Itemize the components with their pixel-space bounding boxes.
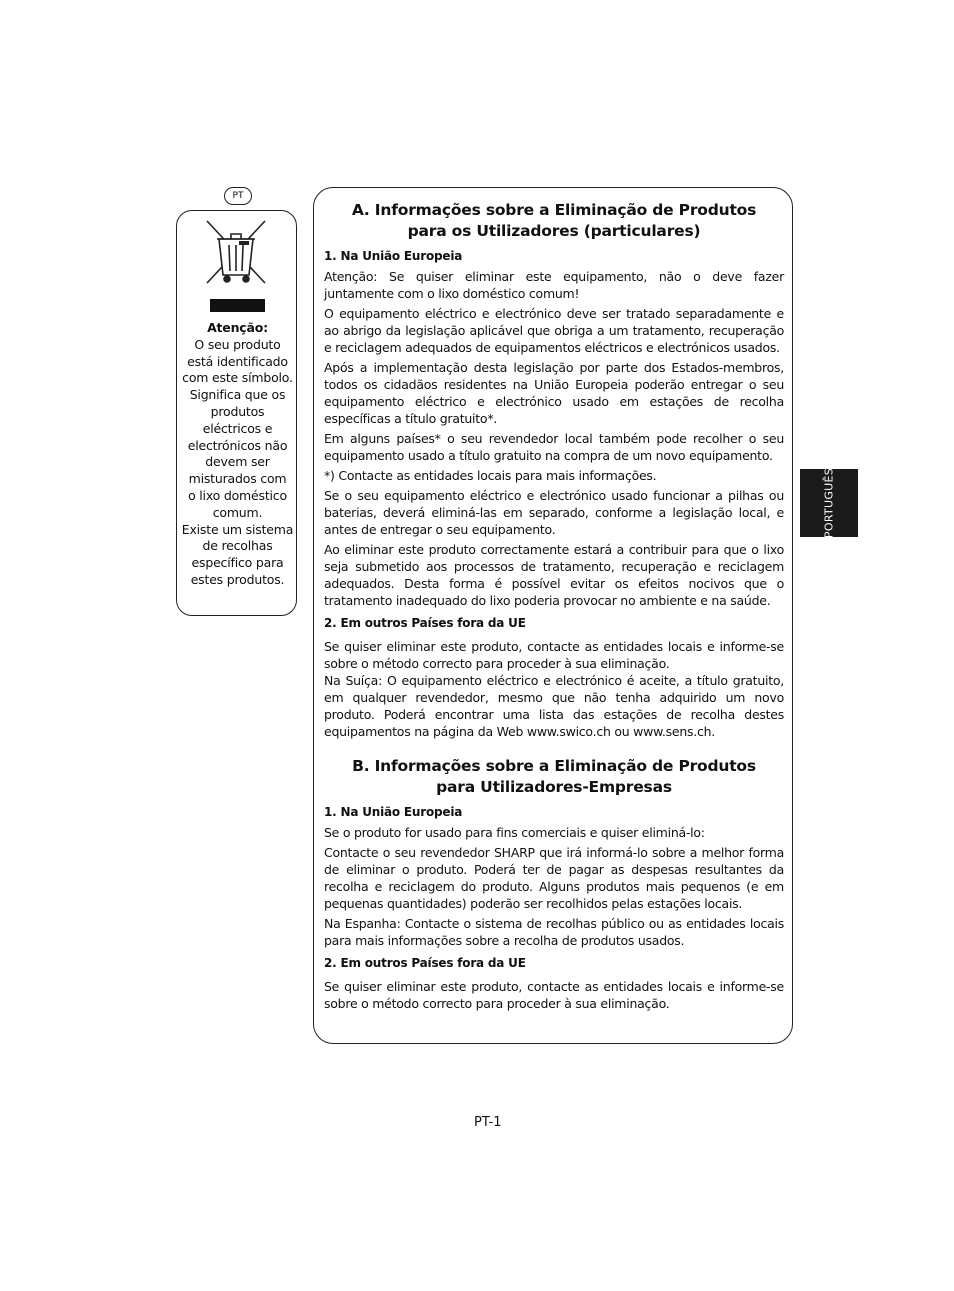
- paragraph: Na Suíça: O equipamento eléctrico e electrónico é aceite, a título gratuito, em qualquer revendedor, mesmo que não tenha adquirido um novo produto. Poderá encontrar uma lista das estações de recolha destes equipamentos na página da Web www.swico.ch ou www.sens.ch.: [324, 673, 784, 739]
- paragraph: Na Espanha: Contacte o sistema de recolhas público ou as entidades locais para mais informações sobre a recolha de produtos usados.: [324, 916, 784, 948]
- paragraph: Ao eliminar este produto correctamente estará a contribuir para que o lixo seja submetido aos processos de tratamento, recuperação e reciclagem adequados. Desta forma é possível evitar os efeitos nocivos que o tratamento inadequado do lixo poderia provocar no ambiente e na saúde.: [324, 542, 784, 608]
- warning-line: electrónicos não: [187, 437, 288, 453]
- section-b-title: [324, 756, 784, 798]
- warning-line: está identificado: [187, 353, 288, 369]
- section-a-subheading-eu: 1. Na União Europeia: [324, 249, 463, 263]
- language-tab-label: PORTUGUÊS: [822, 467, 836, 539]
- warning-line: estes produtos.: [190, 571, 285, 587]
- paragraph: Se quiser eliminar este produto, contacte as entidades locais e informe-se sobre o método correcto para proceder à sua eliminação.: [324, 639, 784, 671]
- warning-title: Atenção:: [207, 320, 268, 335]
- warning-line: misturados com: [188, 471, 287, 487]
- warning-text: [181, 320, 294, 589]
- warning-line: comum.: [212, 504, 263, 520]
- warning-line: devem ser: [205, 454, 270, 470]
- section-a-subheading-non-eu: 2. Em outros Países fora da UE: [324, 616, 526, 630]
- section-a-title: [324, 200, 784, 242]
- paragraph: Em alguns países* o seu revendedor local também pode recolher o seu equipamento usado a título gratuito na compra de um novo equipamento.: [324, 431, 784, 463]
- warning-line: Existe um sistema: [181, 521, 294, 537]
- paragraph: Após a implementação desta legislação por parte dos Estados-membros, todos os cidadãos residentes na União Europeia poderão entregar o seu equipamento eléctrico e electrónico usado em estações de recolha específicas a título gratuito*.: [324, 360, 784, 426]
- section-b-title-line2: para Utilizadores-Empresas: [436, 778, 672, 796]
- marking-bar: [210, 299, 265, 312]
- section-a-title-line1: A. Informações sobre a Eliminação de Produtos: [351, 201, 757, 219]
- paragraph: Atenção: Se quiser eliminar este equipamento, não o deve fazer juntamente com o lixo doméstico comum!: [324, 269, 784, 301]
- warning-line: O seu produto: [194, 336, 281, 352]
- warning-line: Significa que os: [189, 387, 286, 403]
- section-b-subheading-non-eu: 2. Em outros Países fora da UE: [324, 956, 526, 970]
- language-tab: [800, 469, 858, 537]
- section-b-subheading-eu: 1. Na União Europeia: [324, 805, 463, 819]
- warning-line: o lixo doméstico: [188, 487, 287, 503]
- paragraph: Se o produto for usado para fins comerciais e quiser eliminá-lo:: [324, 825, 705, 840]
- warning-line: produtos: [210, 403, 265, 419]
- warning-line: eléctricos e: [202, 420, 273, 436]
- page-number: PT-1: [474, 1115, 502, 1130]
- warning-line: específico para: [191, 555, 284, 571]
- language-badge: PT: [224, 187, 252, 205]
- warning-line: de recolhas: [202, 538, 273, 554]
- paragraph: O equipamento eléctrico e electrónico deve ser tratado separadamente e ao abrigo da legislação aplicável que obriga a um tratamento, recuperação e reciclagem adequados de equipamentos eléctricos e electrónicos usados.: [324, 306, 784, 355]
- disposal-info-panel: [313, 187, 793, 1044]
- warning-line: com este símbolo.: [182, 370, 293, 386]
- section-b-title-line1: B. Informações sobre a Eliminação de Produtos: [352, 757, 756, 775]
- section-a-title-line2: para os Utilizadores (particulares): [407, 222, 701, 240]
- paragraph: *) Contacte as entidades locais para mais informações.: [324, 468, 657, 483]
- warning-panel: [176, 210, 297, 616]
- paragraph: Se o seu equipamento eléctrico e electrónico usado funcionar a pilhas ou baterias, deverá eliminá-las em separado, conforme a legislação local, e antes de entregar o seu equipamento.: [324, 488, 784, 537]
- crossed-out-bin-icon: [203, 217, 269, 287]
- paragraph: Se quiser eliminar este produto, contacte as entidades locais e informe-se sobre o método correcto para proceder à sua eliminação.: [324, 979, 784, 1011]
- paragraph: Contacte o seu revendedor SHARP que irá informá-lo sobre a melhor forma de eliminar o produto. Poderá ter de pagar as despesas resultantes da recolha e reciclagem do produto. Alguns produtos mais pequenos (e em pequenas quantidades) poderão ser recolhidos pelas estações locais.: [324, 845, 784, 911]
